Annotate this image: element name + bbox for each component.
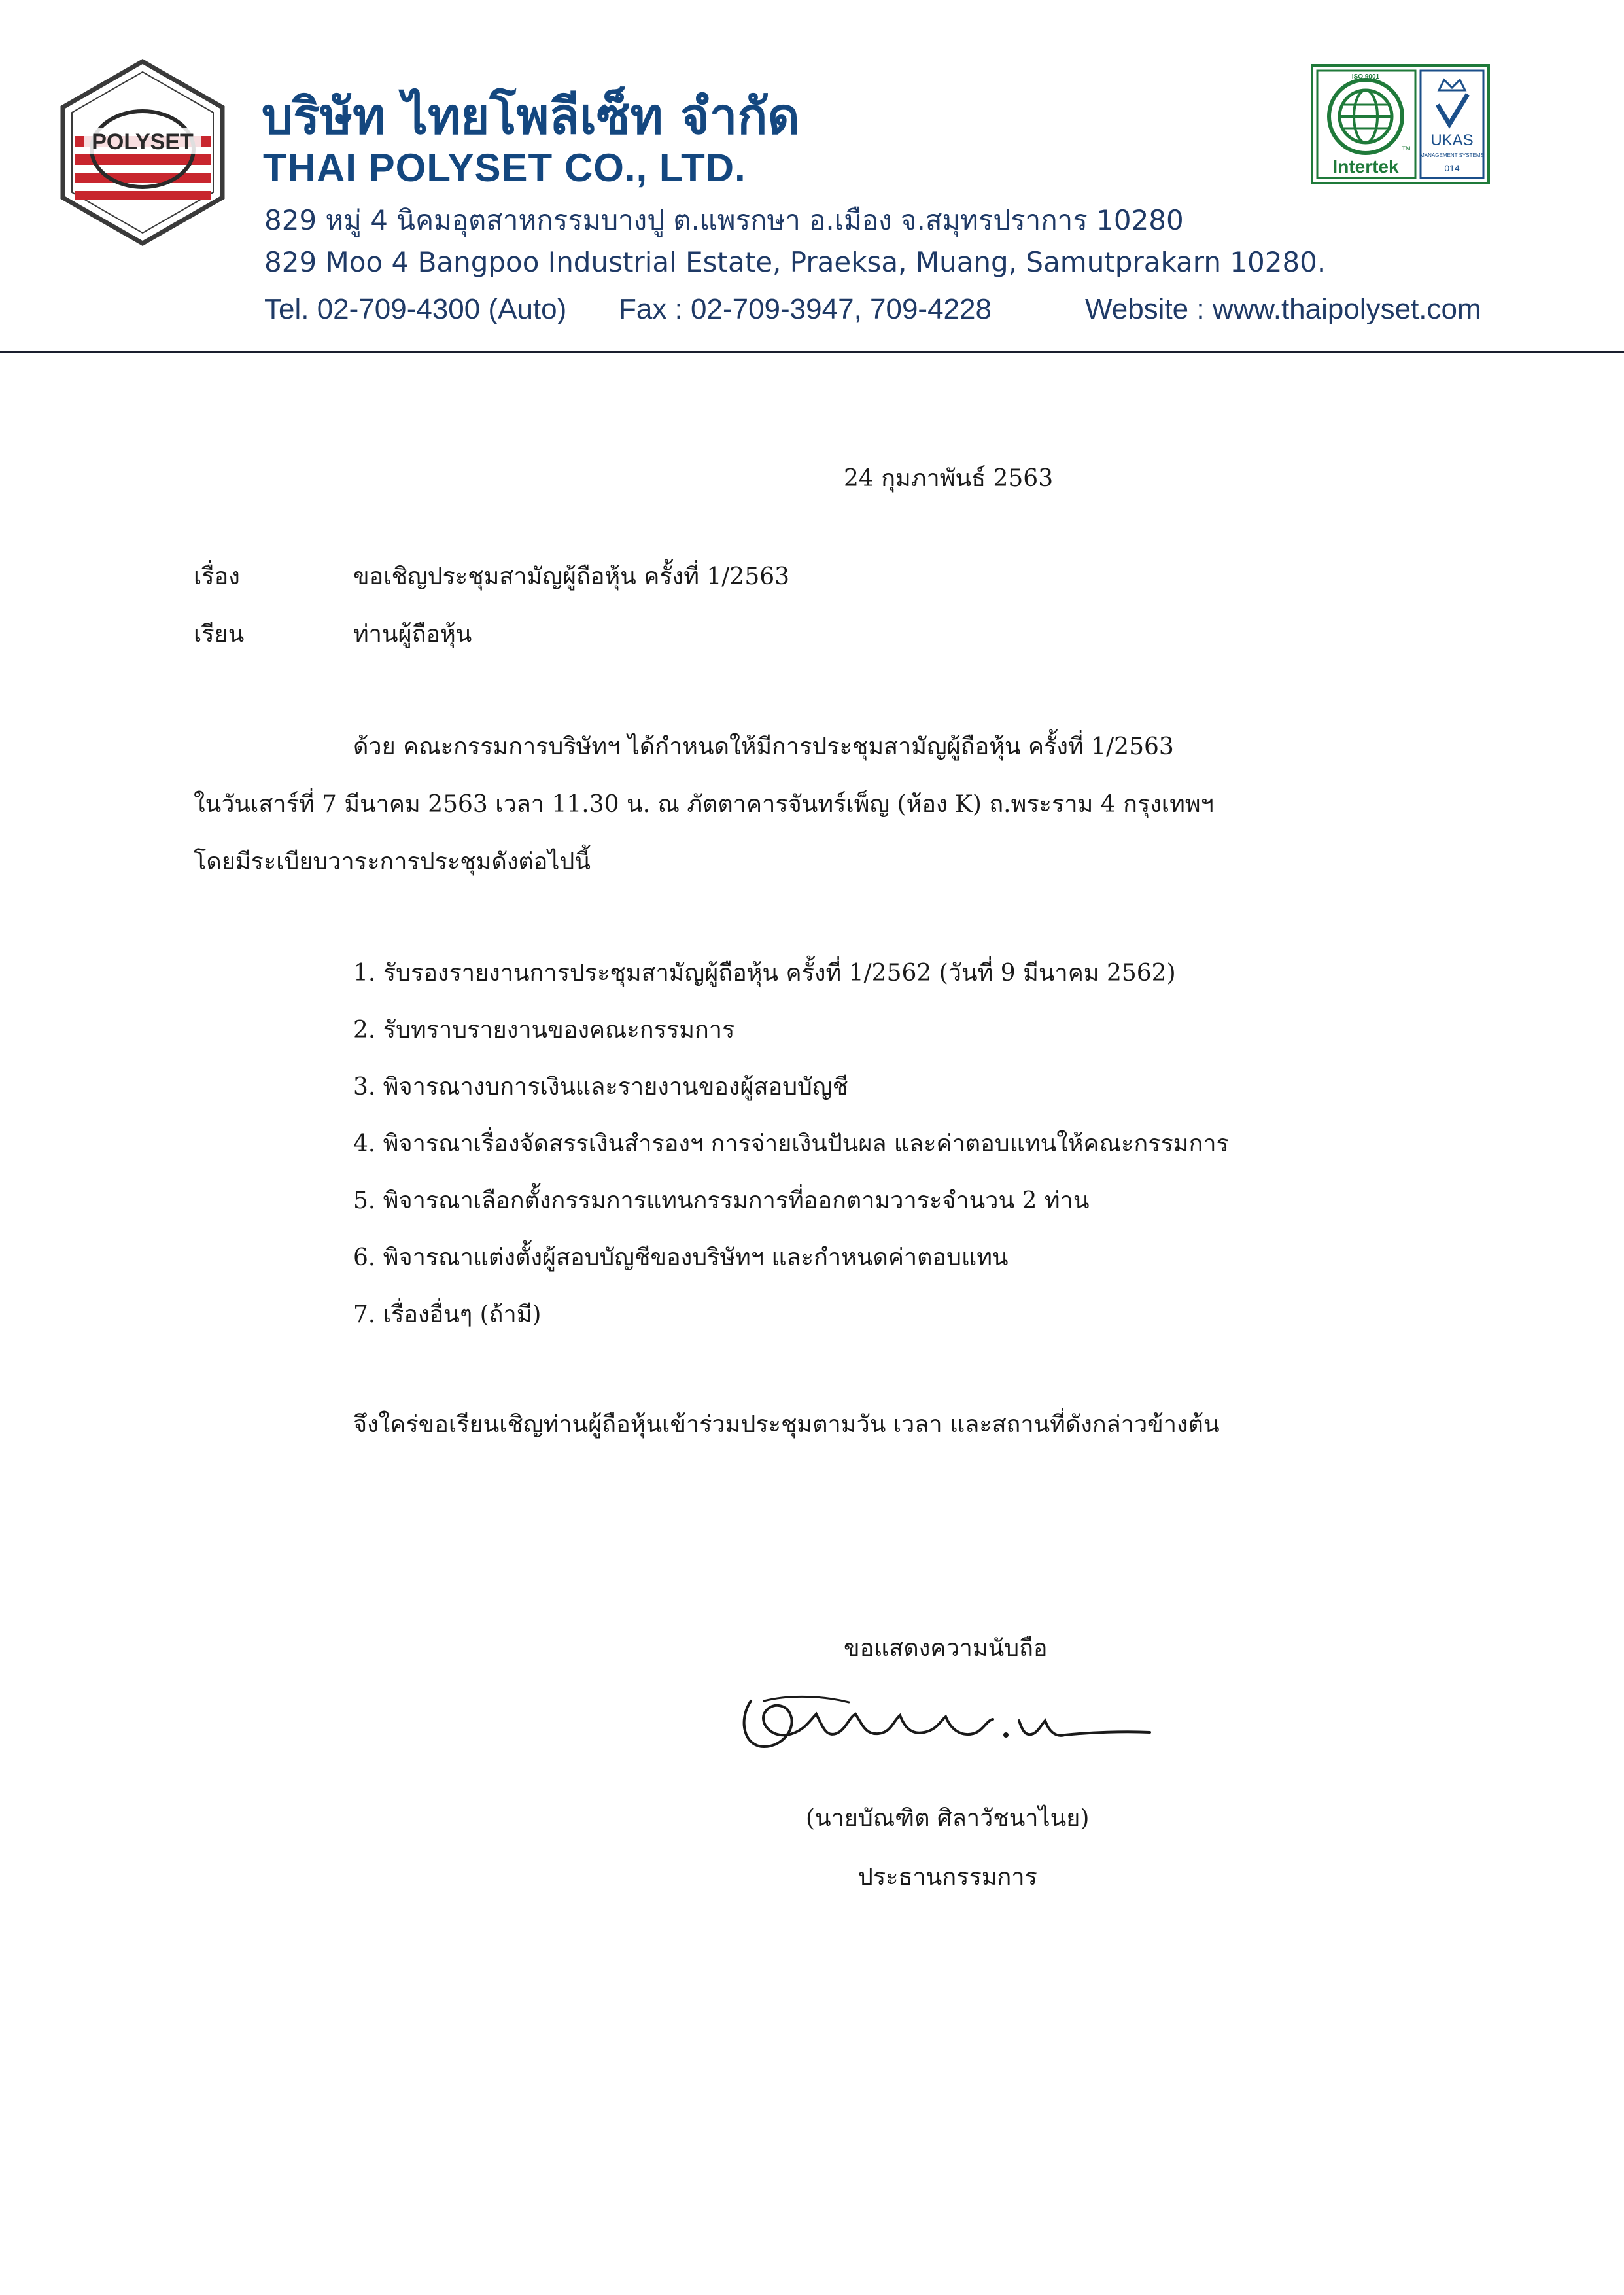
agenda-item-1: 1. รับรองรายงานการประชุมสามัญผู้ถือหุ้น ครั้งที่ 1/2562 (วันที่ 9 มีนาคม 2562) (353, 960, 1176, 987)
sign-off: ขอแสดงความนับถือ (844, 1635, 1048, 1662)
intertek-label: Intertek (1332, 156, 1399, 177)
intro-line-3: โดยมีระเบียบวาระการประชุมดังต่อไปนี้ (194, 849, 591, 875)
address-en: 829 Moo 4 Bangpoo Industrial Estate, Praeksa, Muang, Samutprakarn 10280. (264, 246, 1326, 278)
fax: Fax : 02-709-3947, 709-4228 (619, 293, 992, 325)
tm-mark: TM (1402, 145, 1411, 152)
recipient-label: เรียน (194, 621, 245, 648)
agenda-item-7: 7. เรื่องอื่นๆ (ถ้ามี) (353, 1301, 542, 1328)
contact-line (264, 293, 1481, 326)
agenda-item-4: 4. พิจารณาเรื่องจัดสรรเงินสำรองฯ การจ่ายเงินปันผล และค่าตอบแทนให้คณะกรรมการ (353, 1130, 1229, 1157)
iso-label: ISO 9001 (1351, 73, 1380, 80)
company-name-th: บริษัท ไทยโพลีเซ็ท จำกัด (262, 87, 800, 145)
header-divider (0, 351, 1624, 353)
closing-paragraph: จึงใคร่ขอเรียนเชิญท่านผู้ถือหุ้นเข้าร่วมประชุมตามวัน เวลา และสถานที่ดังกล่าวข้างต้น (353, 1411, 1220, 1438)
letter-date: 24 กุมภาพันธ์ 2563 (844, 465, 1054, 492)
ukas-number: 014 (1444, 163, 1460, 173)
agenda-item-3: 3. พิจารณางบการเงินและรายงานของผู้สอบบัญชี (353, 1074, 849, 1100)
intro-line-1: ด้วย คณะกรรมการบริษัทฯ ได้กำหนดให้มีการประชุมสามัญผู้ถือหุ้น ครั้งที่ 1/2563 (353, 733, 1174, 760)
polyset-logo (58, 58, 228, 247)
recipient-text: ท่านผู้ถือหุ้น (353, 621, 472, 648)
subject-label: เรื่อง (194, 563, 240, 590)
agenda-item-6: 6. พิจารณาแต่งตั้งผู้สอบบัญชีของบริษัทฯ และกำหนดค่าตอบแทน (353, 1244, 1009, 1271)
agenda-item-2: 2. รับทราบรายงานของคณะกรรมการ (353, 1017, 735, 1043)
certification-badges (1311, 64, 1490, 184)
company-name-en: THAI POLYSET CO., LTD. (263, 146, 746, 190)
ukas-sub: MANAGEMENT SYSTEMS (1420, 152, 1484, 158)
telephone: Tel. 02-709-4300 (Auto) (264, 293, 567, 325)
handwritten-signature (725, 1675, 1156, 1766)
signer-name: (นายบัณฑิต ศิลาวัชนาไนย) (806, 1805, 1090, 1832)
signer-title: ประธานกรรมการ (858, 1864, 1037, 1891)
logo-text: POLYSET (92, 130, 194, 154)
address-th: 829 หมู่ 4 นิคมอุตสาหกรรมบางปู ต.แพรกษา อ.เมือง จ.สมุทรปราการ 10280 (264, 204, 1184, 236)
ukas-label: UKAS (1430, 131, 1474, 149)
agenda-item-5: 5. พิจารณาเลือกตั้งกรรมการแทนกรรมการที่ออกตามวาระจำนวน 2 ท่าน (353, 1187, 1090, 1214)
website-link[interactable]: Website : www.thaipolyset.com (1085, 293, 1481, 325)
intro-line-2: ในวันเสาร์ที่ 7 มีนาคม 2563 เวลา 11.30 น. ณ ภัตตาคารจันทร์เพ็ญ (ห้อง K) ถ.พระราม 4 กรุงเทพฯ (194, 791, 1214, 818)
subject-text: ขอเชิญประชุมสามัญผู้ถือหุ้น ครั้งที่ 1/2563 (353, 563, 790, 590)
